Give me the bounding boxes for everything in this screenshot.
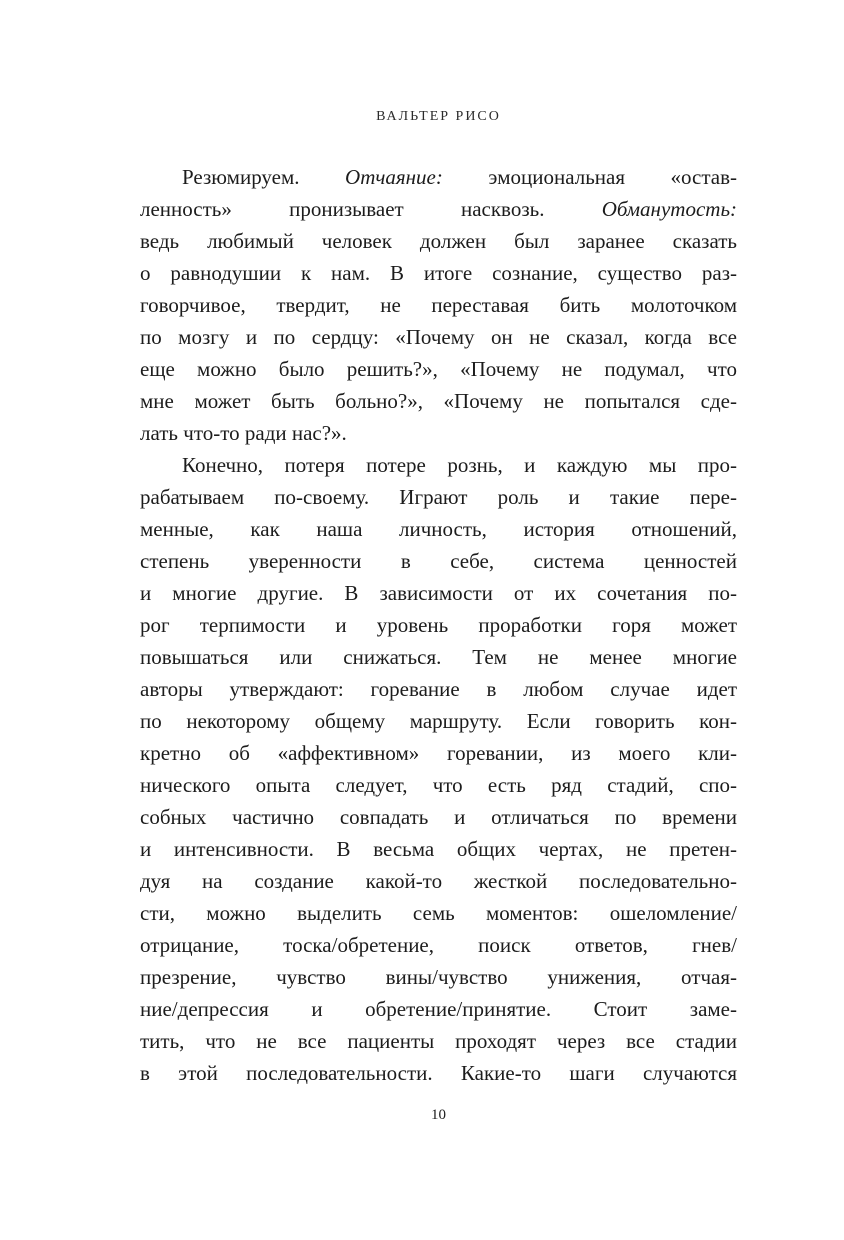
text-segment: о равнодушии к нам. В итоге сознание, существо раз-	[140, 261, 737, 285]
text-segment: и интенсивности. В весьма общих чертах, не претен-	[140, 837, 737, 861]
text-line	[140, 225, 737, 257]
text-line	[140, 289, 737, 321]
text-segment: дуя на создание какой-то жесткой последовательно-	[140, 869, 737, 893]
text-line	[140, 321, 737, 353]
text-line	[140, 513, 737, 545]
text-line	[140, 673, 737, 705]
text-line	[140, 385, 737, 417]
text-segment: эмоциональная «остав-	[442, 165, 737, 189]
text-segment: ведь любимый человек должен был заранее сказать	[140, 229, 737, 253]
text-segment: мне может быть больно?», «Почему не попытался сде-	[140, 389, 737, 413]
text-line	[140, 545, 737, 577]
text-segment: по некоторому общему маршруту. Если говорить кон-	[140, 709, 737, 733]
paragraph	[140, 161, 737, 449]
text-line	[140, 801, 737, 833]
text-line	[140, 833, 737, 865]
text-segment: говорчивое, твердит, не переставая бить молоточком	[140, 293, 737, 317]
text-segment: авторы утверждают: горевание в любом случае идет	[140, 677, 737, 701]
text-segment: Резюмируем.	[182, 165, 346, 189]
text-segment: ленность» пронизывает насквозь.	[140, 197, 602, 221]
text-line	[140, 641, 737, 673]
running-header: ВАЛЬТЕР РИСО	[376, 109, 501, 124]
text-segment: по мозгу и по сердцу: «Почему он не сказал, когда все	[140, 325, 737, 349]
text-segment: и многие другие. В зависимости от их сочетания по-	[140, 581, 737, 605]
text-segment: тить, что не все пациенты проходят через все стадии	[140, 1029, 737, 1053]
text-segment: презрение, чувство вины/чувство унижения, отчая-	[140, 965, 737, 989]
text-line	[140, 1057, 737, 1089]
text-segment: кретно об «аффективном» горевании, из моего кли-	[140, 741, 737, 765]
text-line	[140, 993, 737, 1025]
text-line	[140, 577, 737, 609]
page-content	[140, 0, 737, 1124]
text-line	[140, 481, 737, 513]
text-segment: еще можно было решить?», «Почему не подумал, что	[140, 357, 737, 381]
text-line	[140, 961, 737, 993]
text-segment: сти, можно выделить семь моментов: ошеломление/	[140, 901, 737, 925]
text-line	[140, 705, 737, 737]
text-segment: рог терпимости и уровень проработки горя может	[140, 613, 737, 637]
text-line	[140, 449, 737, 481]
text-line	[140, 737, 737, 769]
text-line	[140, 897, 737, 929]
text-line	[140, 769, 737, 801]
text-line	[140, 1025, 737, 1057]
page-number: 10	[431, 1107, 446, 1123]
text-segment: рабатываем по-своему. Играют роль и такие пере-	[140, 485, 737, 509]
text-segment: менные, как наша личность, история отношений,	[140, 517, 737, 541]
text-line	[140, 257, 737, 289]
text-line	[140, 353, 737, 385]
text-segment: собных частично совпадать и отличаться по времени	[140, 805, 737, 829]
italic-text-segment: Отчаяние:	[345, 165, 443, 189]
text-line	[140, 929, 737, 961]
text-line	[140, 865, 737, 897]
text-line	[140, 161, 737, 193]
text-segment: в этой последовательности. Какие-то шаги случаются	[140, 1061, 737, 1085]
text-segment: повышаться или снижаться. Тем не менее многие	[140, 645, 737, 669]
text-segment: нического опыта следует, что есть ряд стадий, спо-	[140, 773, 737, 797]
text-line	[140, 193, 737, 225]
text-segment: отрицание, тоска/обретение, поиск ответов, гнев/	[140, 933, 737, 957]
text-block	[140, 161, 737, 1089]
text-segment: степень уверенности в себе, система ценностей	[140, 549, 737, 573]
text-line	[140, 417, 737, 449]
italic-text-segment: Обманутость:	[601, 197, 737, 221]
paragraph	[140, 449, 737, 1089]
text-segment: ние/депрессия и обретение/принятие. Стоит заме-	[140, 997, 737, 1021]
text-segment: лать что-то ради нас?».	[140, 421, 347, 445]
text-segment: Конечно, потеря потере рознь, и каждую мы про-	[182, 453, 737, 477]
text-line	[140, 609, 737, 641]
